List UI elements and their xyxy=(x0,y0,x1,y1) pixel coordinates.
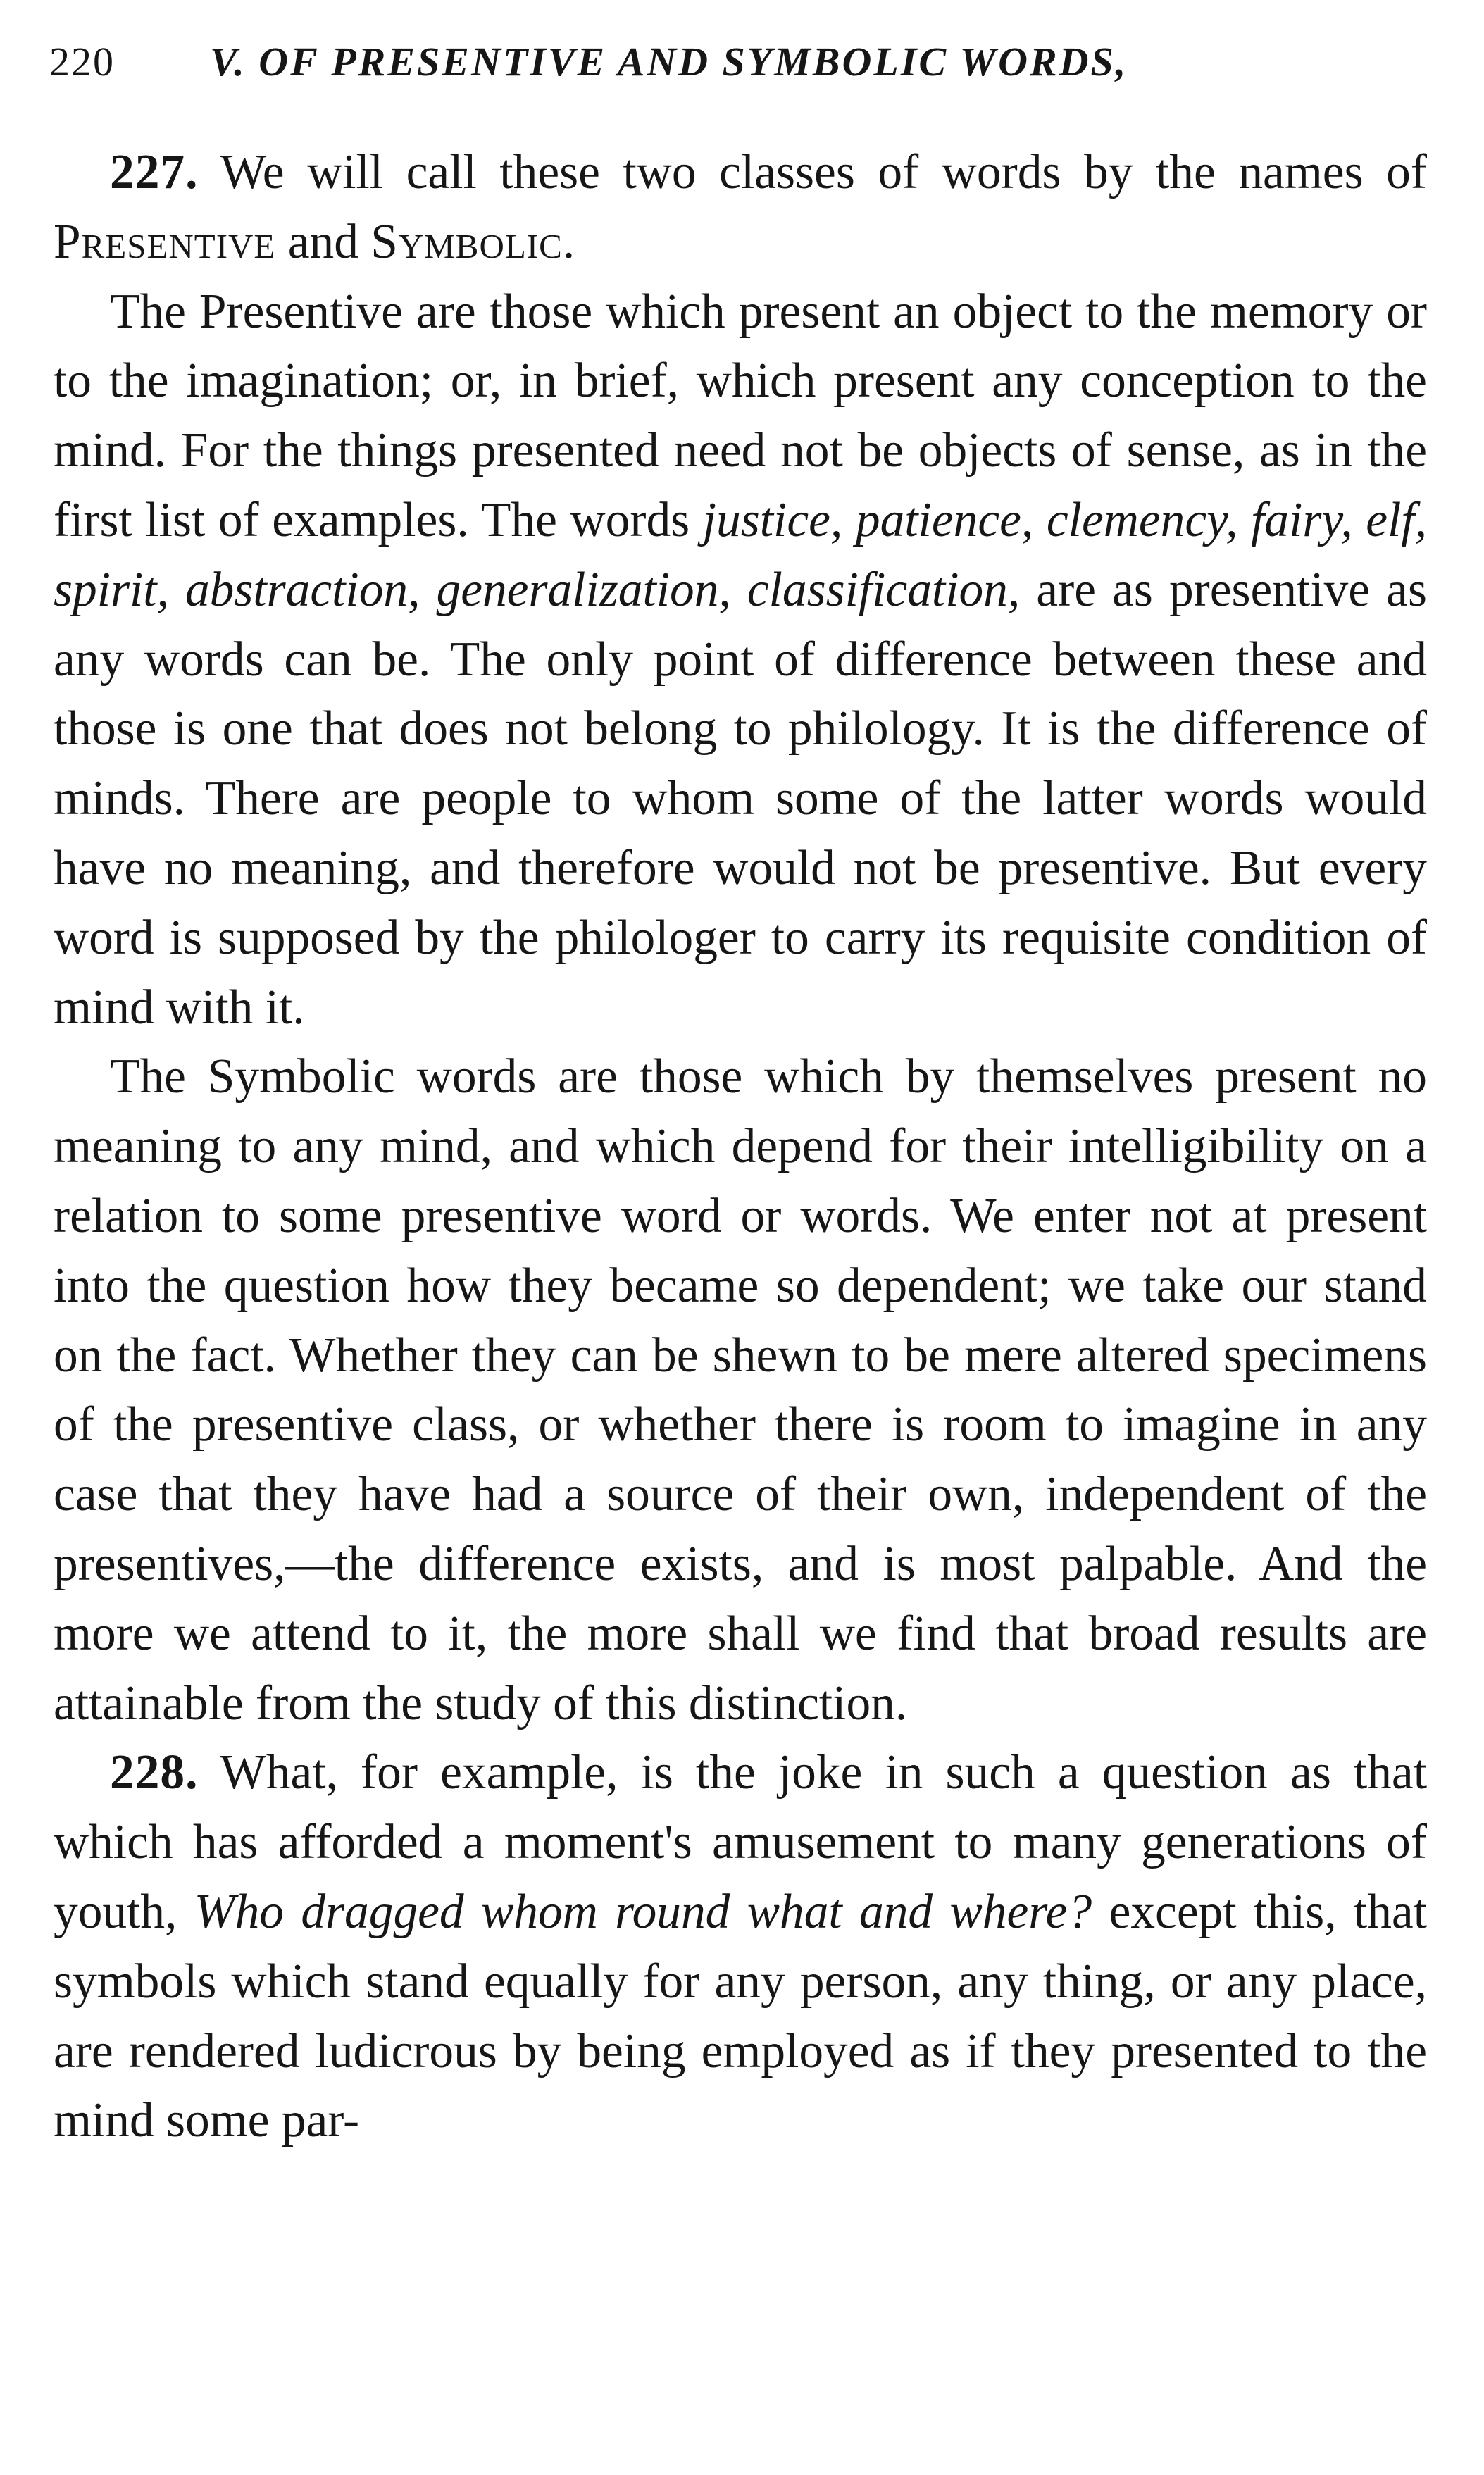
paragraph-number: 228. xyxy=(110,1745,199,1800)
conjunction: and xyxy=(287,214,358,269)
paragraph-text: The Presentive are those which present an object to the memory or to the imagination; or, in brief, which present any conception to the mind. For the things presented need not be objects of sense, as in the first list of examples. The words xyxy=(54,284,1427,547)
example-question: Who dragged whom round what and where? xyxy=(194,1884,1092,1939)
example-words: justice, patience, clemency, fairy, elf, spirit, abstraction, generalization, classification, xyxy=(54,492,1428,617)
paragraph-text: The Symbolic words are those which by themselves present no meaning to any mind, and which depend for their intelligibility on a relation to some presentive word or words. We enter not at present into the question how they became so dependent; we take our stand on the fact. Whether they can be shewn to be mere altered specimens of the presentive class, or whether there is room to imagine in any case that they have had a source of their own, independent of the presentives,—the difference exists, and is most palpable. And the more we attend to it, the more shall we find that broad results are attainable from the study of this distinction. xyxy=(54,1049,1427,1731)
term-presentive: Presentive xyxy=(54,214,276,269)
paragraph-text: are as presentive as any words can be. The only point of difference between these and those is one that does not belong to philology. It is the difference of minds. There are people to whom some of the latter words would have no meaning, and therefore would not be presentive. But every word is supposed by the philologer to carry its requisite condition of mind with it. xyxy=(54,562,1427,1035)
paragraph-presentive-definition xyxy=(54,278,1427,1043)
paragraph-number: 227. xyxy=(110,145,199,199)
body-text xyxy=(54,138,1427,2448)
chapter-title: V. OF PRESENTIVE AND SYMBOLIC WORDS, xyxy=(210,39,1128,85)
paragraph-text: We will call these two classes of words by the names of xyxy=(220,145,1427,199)
paragraph-text: What, for example, is the joke in such a question as that which has afforded a moment's amusement to many generations of youth, xyxy=(54,1745,1427,1939)
sentence-end: . xyxy=(562,214,575,269)
paragraph-text: except this, that symbols which stand equally for any person, any thing, or any place, are rendered ludicrous by being employed as if they presented to the mind some par- xyxy=(54,1884,1428,2148)
page-number: 220 xyxy=(49,39,115,85)
paragraph-227 xyxy=(54,138,1427,278)
running-head xyxy=(49,34,1444,90)
term-symbolic: Symbolic xyxy=(370,214,563,269)
paragraph-symbolic-definition xyxy=(54,1042,1427,1738)
paragraph-228 xyxy=(54,1738,1427,2156)
